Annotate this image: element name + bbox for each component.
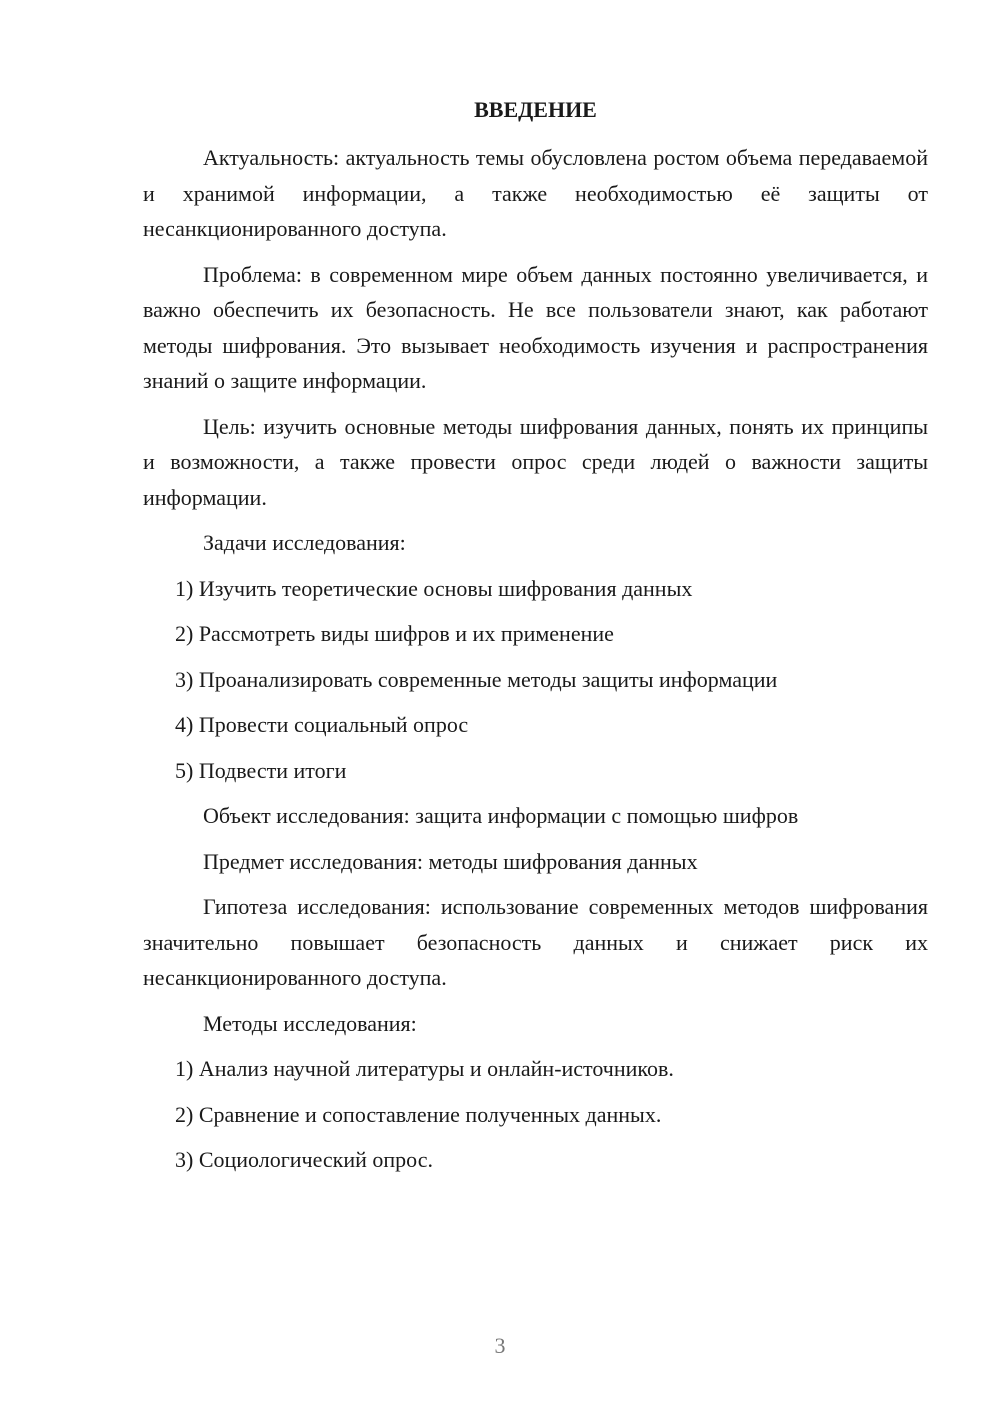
list-item: 3) Проанализировать современные методы защиты информации xyxy=(175,666,778,692)
list-item: 3) Социологический опрос. xyxy=(175,1147,433,1172)
goal-paragraph: Цель: изучить основные методы шифрования данных, понять их принципы и возможности, а также провести опрос среди людей о важности защиты информации. xyxy=(143,413,928,510)
methods-heading: Методы исследования: xyxy=(203,1010,417,1036)
page-title: ВВЕДЕНИЕ xyxy=(474,97,597,122)
research-subject: Предмет исследования: методы шифрования данных xyxy=(203,848,698,874)
relevance-paragraph: Актуальность: актуальность темы обусловлена ростом объема передаваемой и хранимой информации, а также необходимостью её защиты от несанкционированного доступа. xyxy=(143,145,928,241)
list-item: 4) Провести социальный опрос xyxy=(175,712,469,737)
page-number: 3 xyxy=(494,1333,506,1358)
list-item: 5) Подвести итоги xyxy=(175,757,347,783)
methods-list xyxy=(143,1051,928,1178)
research-object: Объект исследования: защита информации с помощью шифров xyxy=(203,803,799,828)
document-page xyxy=(143,95,928,1188)
hypothesis-paragraph: Гипотеза исследования: использование современных методов шифрования значительно повышает безопасность данных и снижает риск их несанкционированного доступа. xyxy=(143,894,928,990)
list-item: 2) Сравнение и сопоставление полученных данных. xyxy=(175,1101,662,1127)
list-item: 1) Анализ научной литературы и онлайн-источников. xyxy=(175,1056,674,1081)
problem-paragraph: Проблема: в современном мире объем данных постоянно увеличивается, и важно обеспечить их безопасность. Не все пользователи знают, как работают методы шифрования. Это вызывает необходимость изучения и распространения знаний о защите информации. xyxy=(143,261,928,393)
tasks-heading: Задачи исследования: xyxy=(203,530,406,555)
list-item: 2) Рассмотреть виды шифров и их применение xyxy=(175,621,614,646)
list-item: 1) Изучить теоретические основы шифрования данных xyxy=(175,575,693,601)
tasks-list xyxy=(143,571,928,789)
